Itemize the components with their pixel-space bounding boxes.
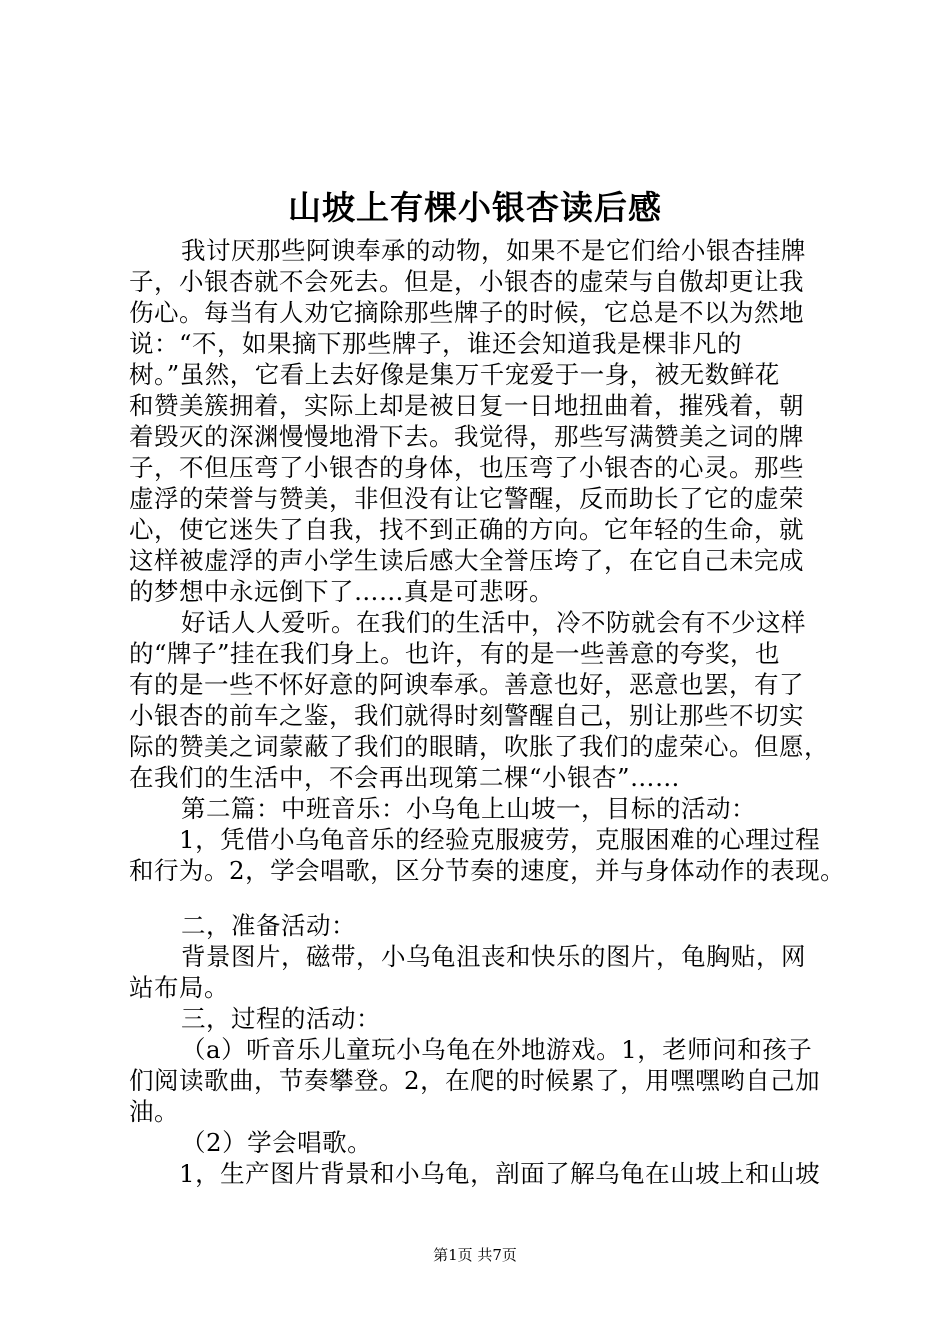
text-line: 背景图片，磁带，小乌龟沮丧和快乐的图片，龟胸贴，网 <box>181 942 806 971</box>
text-line: 们阅读歌曲，节奏攀登。2，在爬的时候累了，用嘿嘿哟自己加 <box>129 1066 821 1095</box>
text-line: 虚浮的荣誉与赞美，非但没有让它警醒，反而助长了它的虚荣 <box>129 484 804 513</box>
text-line: 这样被虚浮的声小学生读后感大全誉压垮了，在它自己未完成 <box>129 546 804 575</box>
text-line: 心，使它迷失了自我，找不到正确的方向。它年轻的生命，就 <box>129 515 804 544</box>
text-line: 第二篇：中班音乐：小乌龟上山坡一，目标的活动： <box>181 794 756 823</box>
text-line: 二，准备活动： <box>181 911 356 940</box>
text-line: 1，生产图片背景和小乌龟，剖面了解乌龟在山坡上和山坡 <box>179 1159 821 1188</box>
text-line: 我讨厌那些阿谀奉承的动物，如果不是它们给小银杏挂牌 <box>181 236 806 265</box>
text-line: 树。”虽然，它看上去好像是集万千宠爱于一身，被无数鲜花 <box>129 360 780 389</box>
text-line: 小银杏的前车之鉴，我们就得时刻警醒自己，别让那些不切实 <box>129 701 804 730</box>
text-line: 有的是一些不怀好意的阿谀奉承。善意也好，恶意也罢，有了 <box>129 670 804 699</box>
text-line: 的梦想中永远倒下了……真是可悲呀。 <box>129 577 554 606</box>
text-line: 说：“不，如果摘下那些牌子，谁还会知道我是棵非凡的 <box>129 329 743 358</box>
text-line: 站布局。 <box>129 973 229 1002</box>
text-line: 三，过程的活动： <box>181 1004 381 1033</box>
text-line: 际的赞美之词蒙蔽了我们的眼睛，吹胀了我们的虚荣心。但愿， <box>129 732 829 761</box>
text-line: 子，小银杏就不会死去。但是，小银杏的虚荣与自傲却更让我 <box>129 267 804 296</box>
text-line: （2）学会唱歌。 <box>181 1128 373 1157</box>
text-line: 的“牌子”挂在我们身上。也许，有的是一些善意的夸奖，也 <box>129 639 781 668</box>
text-line: 好话人人爱听。在我们的生活中，冷不防就会有不少这样 <box>181 608 806 637</box>
text-line: 子，不但压弯了小银杏的身体，也压弯了小银杏的心灵。那些 <box>129 453 804 482</box>
text-line: 和赞美簇拥着，实际上却是被日复一日地扭曲着，摧残着，朝 <box>129 391 804 420</box>
page-number: 第1页 共7页 <box>433 1246 517 1264</box>
text-line: 油。 <box>129 1097 179 1126</box>
text-line: （a）听音乐儿童玩小乌龟在外地游戏。1，老师问和孩子 <box>181 1035 813 1064</box>
text-line: 和行为。2，学会唱歌，区分节奏的速度，并与身体动作的表现。 <box>129 856 846 885</box>
text-line: 在我们的生活中，不会再出现第二棵“小银杏”…… <box>129 763 681 792</box>
text-line: 着毁灭的深渊慢慢地滑下去。我觉得，那些写满赞美之词的牌 <box>129 422 804 451</box>
text-line: 1，凭借小乌龟音乐的经验克服疲劳，克服困难的心理过程 <box>179 825 821 854</box>
page-title: 山坡上有棵小银杏读后感 <box>288 188 662 227</box>
text-line: 伤心。每当有人劝它摘除那些牌子的时候，它总是不以为然地 <box>129 298 804 327</box>
